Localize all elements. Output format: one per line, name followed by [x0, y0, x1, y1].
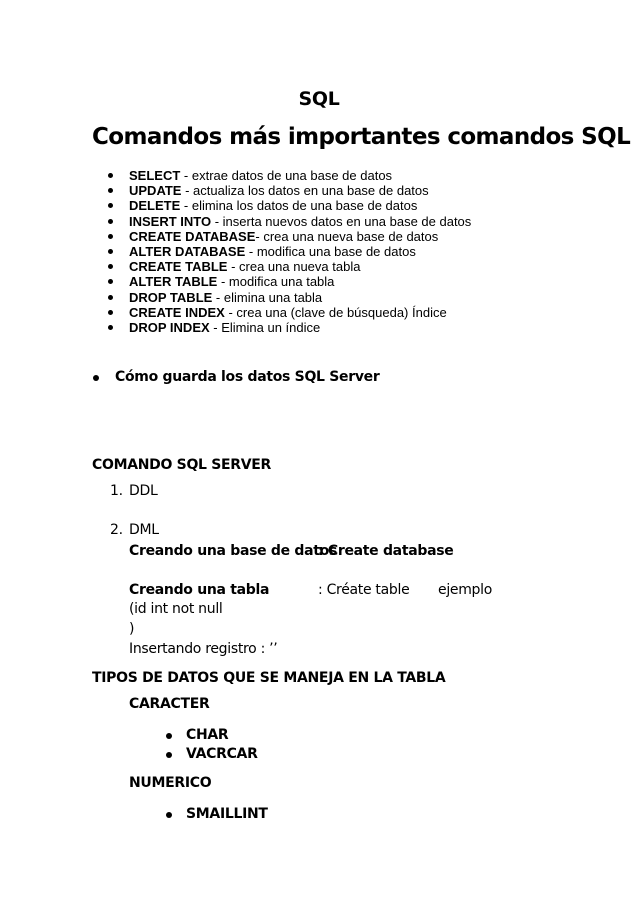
- bullet-dot-icon: [108, 173, 113, 178]
- type-item-char: CHAR: [186, 727, 229, 743]
- bullet-dot-icon: [108, 219, 113, 224]
- command-description: - inserta nuevos datos en una base de datos: [211, 213, 472, 229]
- command-name: CREATE TABLE: [129, 259, 228, 275]
- command-name: ALTER DATABASE: [129, 243, 246, 259]
- bullet-dot-icon: [108, 295, 113, 300]
- bullet-dot-icon: [166, 752, 172, 758]
- command-description: - modifica una tabla: [217, 274, 335, 290]
- bullet-dot-icon: [166, 812, 172, 818]
- create-table-value: : Créate table: [318, 582, 410, 598]
- command-description: - crea una nueva tabla: [227, 259, 361, 275]
- command-name: CREATE DATABASE: [129, 228, 256, 244]
- numbered-marker: 1.: [110, 483, 123, 499]
- command-description: - modifica una base de datos: [245, 243, 416, 259]
- code-line: (id int not null: [129, 601, 223, 617]
- bullet-dot-icon: [166, 733, 172, 739]
- command-item: [108, 168, 471, 183]
- command-name: ALTER TABLE: [129, 274, 218, 290]
- command-description: - extrae datos de una base de datos: [180, 168, 393, 183]
- command-name: DROP INDEX: [129, 319, 210, 335]
- caracter-label: CARACTER: [129, 696, 210, 712]
- command-name: CREATE INDEX: [129, 304, 225, 320]
- comando-heading: COMANDO SQL SERVER: [92, 457, 272, 473]
- numbered-item-ddl: DDL: [129, 483, 158, 499]
- insert-line: Insertando registro : ’’: [129, 641, 278, 657]
- type-item-vacrcar: VACRCAR: [186, 746, 258, 762]
- command-name: SELECT: [129, 168, 181, 183]
- bullet-dot-icon: [108, 279, 113, 284]
- create-db-label: Creando una base de datos: [129, 543, 338, 559]
- numerico-label: NUMERICO: [129, 775, 212, 791]
- bullet-dot-icon: [108, 234, 113, 239]
- bullet-dot-icon: [93, 375, 99, 381]
- numbered-item-dml: DML: [129, 522, 159, 538]
- command-item: [108, 274, 471, 289]
- command-name: DELETE: [129, 198, 181, 214]
- command-description: - actualiza los datos en una base de datos: [181, 183, 429, 199]
- command-description: - crea una nueva base de datos: [255, 228, 439, 244]
- command-description: - elimina una tabla: [212, 289, 323, 305]
- command-item: [108, 214, 471, 229]
- command-item: [108, 320, 471, 335]
- command-description: - crea una (clave de búsqueda) Índice: [224, 304, 447, 320]
- command-item: [108, 198, 471, 213]
- create-table-example: ejemplo: [438, 582, 492, 598]
- bullet-dot-icon: [108, 264, 113, 269]
- type-item-smaillint: SMAILLINT: [186, 806, 268, 822]
- command-item: [108, 259, 471, 274]
- storage-bullet-text: Cómo guarda los datos SQL Server: [115, 369, 380, 385]
- bullet-dot-icon: [108, 310, 113, 315]
- section-heading: Comandos más importantes comandos SQL: [92, 124, 631, 150]
- command-description: - elimina los datos de una base de datos: [180, 198, 418, 214]
- command-item: [108, 183, 471, 198]
- command-description: - Elimina un índice: [209, 319, 321, 335]
- bullet-dot-icon: [108, 203, 113, 208]
- create-table-label: Creando una tabla: [129, 582, 270, 598]
- types-heading: TIPOS DE DATOS QUE SE MANEJA EN LA TABLA: [92, 670, 446, 686]
- numbered-marker: 2.: [110, 522, 123, 538]
- command-name: UPDATE: [129, 183, 182, 199]
- commands-list: [108, 168, 471, 335]
- bullet-dot-icon: [108, 325, 113, 330]
- create-db-value: : Create database: [318, 543, 454, 559]
- command-item: [108, 305, 471, 320]
- bullet-dot-icon: [108, 188, 113, 193]
- command-item: [108, 244, 471, 259]
- command-item: [108, 229, 471, 244]
- command-item: [108, 290, 471, 305]
- code-line: ): [129, 621, 135, 637]
- command-name: DROP TABLE: [129, 289, 213, 305]
- bullet-dot-icon: [108, 249, 113, 254]
- command-name: INSERT INTO: [129, 213, 212, 229]
- document-title: SQL: [298, 88, 340, 110]
